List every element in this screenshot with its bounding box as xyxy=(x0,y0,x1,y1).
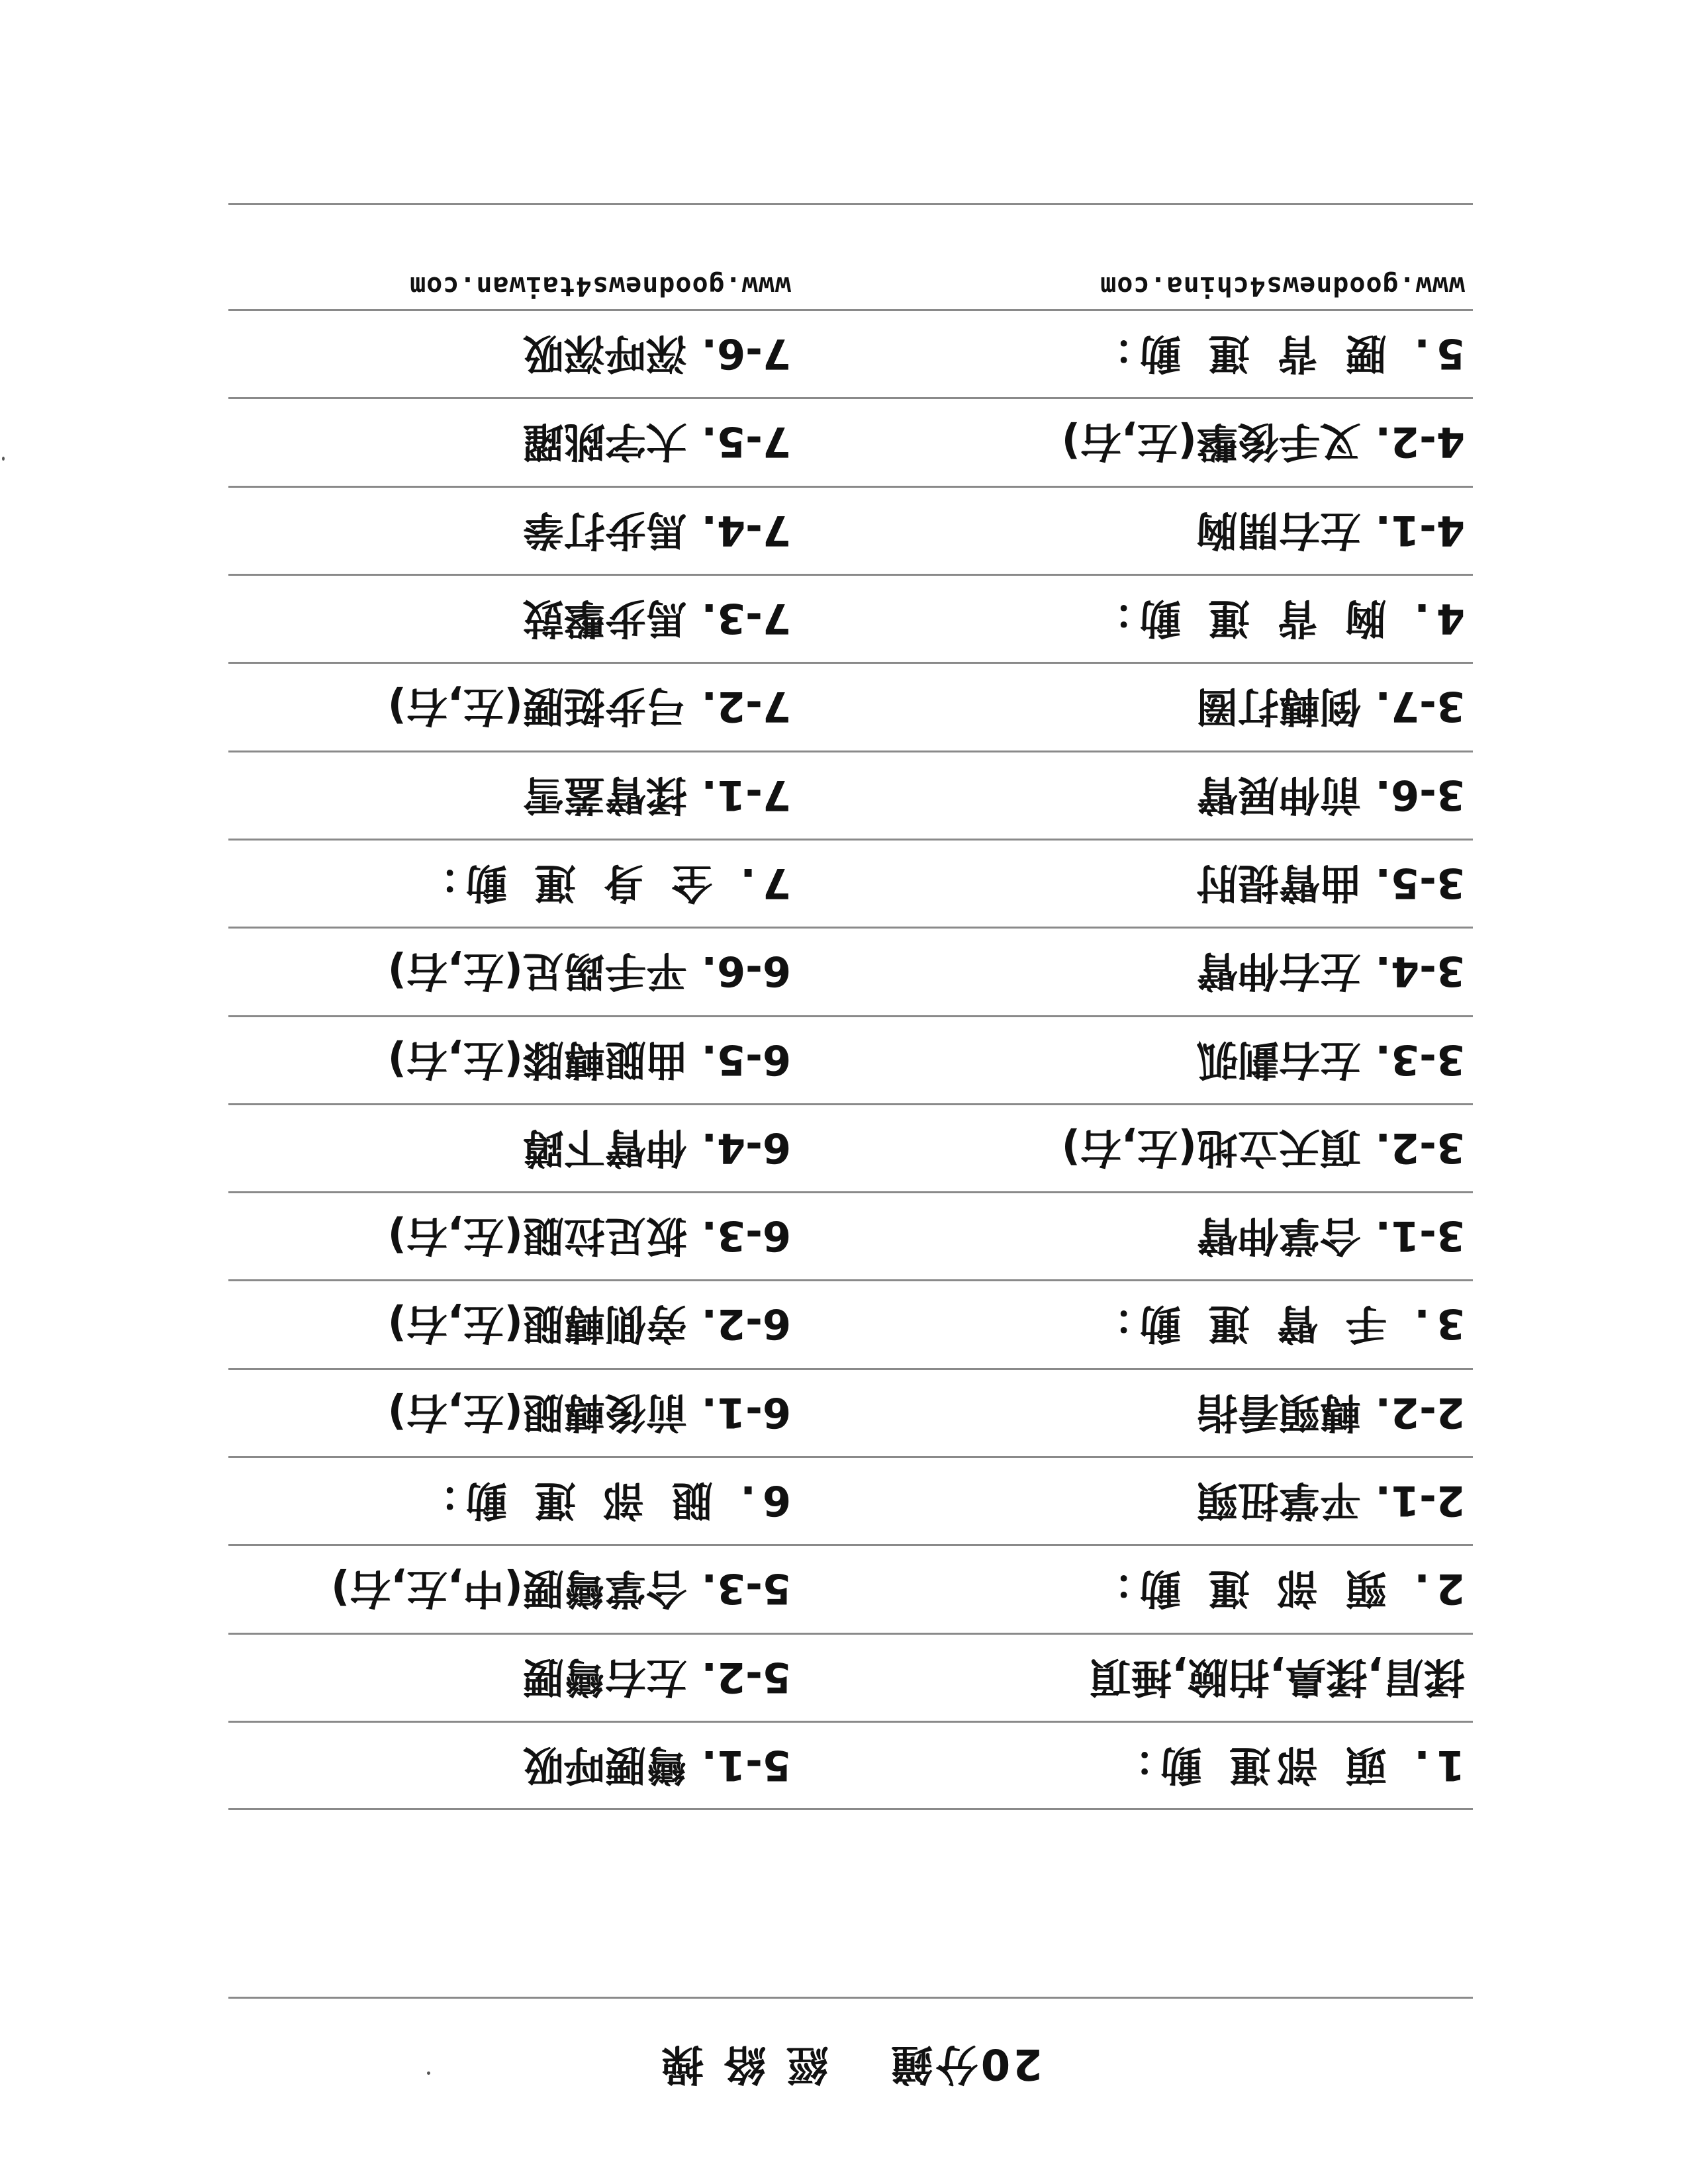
table-row xyxy=(228,752,1473,840)
table-row xyxy=(228,663,1473,751)
row-left-item: 2-1. 平掌扭頸 xyxy=(1196,1477,1465,1525)
row-left-item: 1. 頭 部運 動： xyxy=(1106,1741,1465,1790)
row-left-item: 揉眉,揉鼻,拍臉,捶頂 xyxy=(1090,1653,1465,1702)
row-left-item: 4-2. 叉手後擊(左,右) xyxy=(1061,418,1465,467)
row-left-item: 3-2. 頂天立地(左,右) xyxy=(1061,1123,1465,1172)
table-row xyxy=(228,399,1473,487)
row-divider xyxy=(228,309,1473,311)
table-row xyxy=(228,1281,1473,1369)
table-row xyxy=(228,1105,1473,1193)
row-left-item: 3-6. 前伸展臂 xyxy=(1196,770,1465,819)
table-row xyxy=(228,840,1473,928)
divider xyxy=(228,203,1473,205)
table-row xyxy=(228,1545,1473,1633)
row-left-item: 3-1. 合掌伸臂 xyxy=(1196,1212,1465,1261)
row-right-item: 7-4. 馬步打拳 xyxy=(522,506,791,555)
row-right-item: 7-6. 深呼深吸 xyxy=(522,330,791,379)
table-row xyxy=(228,1457,1473,1545)
row-right-item: 5-1. 彎腰呼吸 xyxy=(522,1741,791,1790)
row-right-item: 6-3. 扳足拉腿(左,右) xyxy=(387,1212,791,1261)
scan-speck xyxy=(427,2071,430,2075)
row-left-item: 4-1. 左右開胸 xyxy=(1196,506,1465,555)
footer xyxy=(228,261,1473,301)
table-row xyxy=(228,1722,1473,1810)
table-row xyxy=(228,575,1473,663)
row-right-item: 7-5. 大字跳躍 xyxy=(522,418,791,467)
divider xyxy=(228,1997,1473,1999)
row-left-item: 3-4. 左右伸臂 xyxy=(1196,947,1465,996)
row-left-item: 3. 手 臂 運 動： xyxy=(1085,1300,1465,1349)
row-left-item: 3-3. 左右劃弧 xyxy=(1196,1035,1465,1084)
footer-url-china: www.goodnews4china.com xyxy=(1100,271,1465,301)
table-row xyxy=(228,928,1473,1016)
scan-speck xyxy=(2,457,5,461)
row-right-item: 7-2. 弓步挺腰(左,右) xyxy=(387,682,791,731)
title-name: 經 絡 操 xyxy=(659,2039,829,2088)
row-right-item: 5-3. 合掌彎腰(中,左,右) xyxy=(331,1565,791,1614)
row-left-item: 5. 腰 背 運 動： xyxy=(1085,330,1465,379)
row-right-item: 7-1. 揉臂蓋雪 xyxy=(522,770,791,819)
table-row xyxy=(228,487,1473,575)
row-right-item: 6-2. 旁側轉腿(左,右) xyxy=(387,1300,791,1349)
row-left-item: 2. 頸 部 運 動： xyxy=(1085,1565,1465,1614)
table-row xyxy=(228,1634,1473,1722)
row-right-item: 6-6. 平手踢足(左,右) xyxy=(387,947,791,996)
row-right-item: 6. 腿 部 運 動： xyxy=(411,1477,791,1525)
table-row xyxy=(228,1369,1473,1457)
table-row xyxy=(228,1193,1473,1281)
row-right-item: 6-1. 前後轉腿(左,右) xyxy=(387,1388,791,1437)
table-row xyxy=(228,1017,1473,1105)
row-left-item: 3-5. 曲臂提肘 xyxy=(1196,859,1465,907)
title-duration: 20分鐘 xyxy=(888,2039,1043,2088)
row-right-item: 7. 全 身 運 動： xyxy=(411,859,791,907)
row-right-item: 6-4. 伸臂下蹲 xyxy=(522,1123,791,1172)
footer-url-taiwan: www.goodnews4taiwan.com xyxy=(409,271,791,301)
row-right-item: 7-3. 馬步擊鼓 xyxy=(522,594,791,643)
row-right-item: 5-2. 左右彎腰 xyxy=(522,1653,791,1702)
table-row xyxy=(228,310,1473,398)
page-title xyxy=(228,2039,1473,2098)
row-left-item: 3-7. 倒轉打圈 xyxy=(1196,682,1465,731)
row-right-item: 6-5. 曲腿轉膝(左,右) xyxy=(387,1035,791,1084)
row-left-item: 2-2. 轉頸看指 xyxy=(1196,1388,1465,1437)
row-left-item: 4. 胸 背 運 動： xyxy=(1085,594,1465,643)
